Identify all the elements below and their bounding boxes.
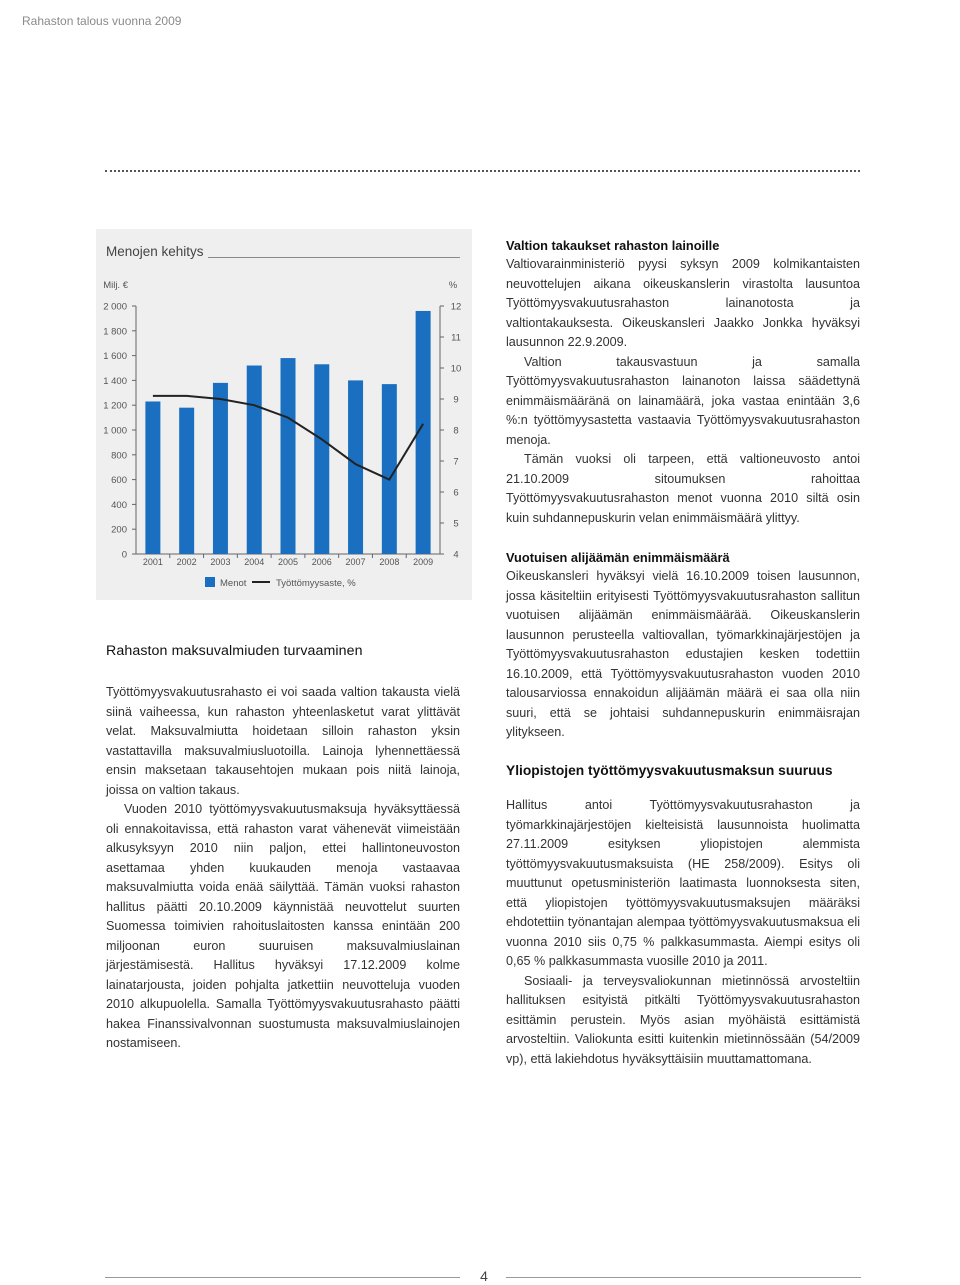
x-tick-label: 2007: [345, 557, 366, 567]
y-right-tick-label: 9: [453, 394, 459, 406]
legend-label-tyottomyysaste: Työttömyysaste, %: [276, 578, 356, 589]
y-right-unit-label: %: [448, 280, 458, 291]
y-right-tick-label: 11: [451, 332, 461, 344]
section-heading-deficit: Vuotuisen alijäämän enimmäismäärä: [506, 550, 730, 565]
header-divider: [105, 170, 860, 172]
x-tick-label: 2004: [244, 557, 265, 567]
y-right-tick-label: 8: [453, 425, 459, 437]
x-tick-label: 2006: [311, 557, 332, 567]
y-right-tick-label: 10: [450, 363, 462, 375]
legend-swatch-menot: [205, 577, 215, 587]
section-heading-universities: Yliopistojen työttömyysvakuutusmaksun suuruus: [506, 762, 833, 778]
x-tick-label: 2005: [277, 557, 299, 567]
y-left-tick-label: 1 200: [103, 400, 127, 412]
y-left-tick-label: 600: [111, 475, 127, 487]
running-header: Rahaston talous vuonna 2009: [22, 14, 182, 28]
right-s1-paragraph-2: Valtion takausvastuun ja samalla Työttömyysvakuutusrahaston lainanoton laissa säädettynä enimmäismääränä on lainamäärä, joka vastaa enintään 3,6 %:n työttömyysastetta vastaavia Työttömyysvakuutusrahaston menoja.: [506, 354, 860, 447]
y-right-tick-label: 6: [453, 487, 459, 499]
y-right-tick-label: 12: [450, 301, 462, 313]
section-heading-guarantees: Valtion takaukset rahaston lainoille: [506, 238, 720, 253]
x-tick-label: 2009: [413, 557, 434, 567]
y-left-tick-label: 400: [111, 499, 127, 511]
left-paragraph-2: Vuoden 2010 työttömyysvakuutusmaksuja hyväksyttäessä oli ennakoitavissa, että rahaston varat vähenevät viimeistään alkusyksyyn 2010 niin paljon, ettei hallintoneuvoston asettamaa yhden kuukauden menoja vastaavaa maksuvalmiutta voida enää säilyttää. Tämän vuoksi rahaston hallitus päätti 20.10.2009 käynnistää neuvottelut suurten Suomessa toimivien rahoituslaitosten kanssa enintään 200 miljoonan euron suuruisen maksuvalmiuslainan järjestämisestä. Hallitus hyväksyi 17.12.2009 kolme lainatarjousta, joiden pohjalta jatkettiin neuvotteluja vuoden 2010 alkupuolella. Samalla Työttömyysvakuutusrahasto päätti hakea Finanssivalvonnan suostumusta maksuvalmiuslainojen nostamiseen.: [106, 802, 460, 1050]
right-s1-paragraph-3: Tämän vuoksi oli tarpeen, että valtioneuvosto antoi 21.10.2009 sitoumuksen rahoittaa Työttömyysvakuutusrahaston menot vuonna 2010 siltä osin kuin suhdannepuskurin velan enimmäismäärä ylittyy.: [506, 452, 860, 525]
legend-label-menot: Menot: [220, 578, 247, 589]
section-heading-liquidity: Rahaston maksuvalmiuden turvaaminen: [106, 643, 363, 659]
chart-title: Menojen kehitys: [106, 244, 204, 259]
bar-menot-2001: [145, 401, 160, 554]
page-number: 4: [480, 1268, 488, 1284]
y-right-tick-label: 7: [453, 456, 459, 468]
y-left-tick-label: 1 800: [103, 326, 127, 338]
x-tick-label: 2008: [379, 557, 400, 567]
y-right-tick-label: 5: [453, 518, 459, 530]
x-tick-label: 2001: [142, 557, 163, 567]
x-tick-label: 2002: [176, 557, 197, 567]
chart-svg: [96, 229, 472, 600]
y-left-tick-label: 200: [111, 524, 127, 536]
y-left-tick-label: 1 000: [103, 425, 127, 437]
y-left-tick-label: 1 400: [103, 375, 127, 387]
footer-rule-left: [105, 1277, 460, 1278]
right-s1-paragraph-1: Valtiovarainministeriö pyysi syksyn 2009 kolmikantaisten neuvottelujen aikana oikeuskanslerin virastolta lausuntoa Työttömyysvakuutusrahaston lainanotosta ja valtiontakauksesta. Oikeuskansleri Jaakko Jonkka hyväksyi lausunnon 22.9.2009.: [506, 257, 860, 349]
y-left-tick-label: 0: [121, 549, 127, 561]
y-right-tick-label: 4: [453, 549, 459, 561]
footer-rule-right: [506, 1277, 861, 1278]
y-left-unit-label: Milj. €: [103, 280, 128, 291]
left-paragraph-1: Työttömyysvakuutusrahasto ei voi saada valtion takausta vielä siinä vaiheessa, kun rahaston yhteenlasketut varat ylittävät velat. Maksuvalmiutta hoidetaan silloin rahaston yksin vastattavilla maksuvalmiusluotoilla. Lainoja lyhennettäessä ensin maksetaan takausehtojen mukaan pois niitä lainoja, joissa on valtion takaus.: [106, 685, 460, 797]
chart-figure: [96, 229, 472, 600]
bar-menot-2006: [314, 364, 329, 554]
y-left-tick-label: 1 600: [103, 351, 127, 363]
y-left-tick-label: 800: [111, 450, 127, 462]
left-column: [106, 642, 460, 1054]
right-column: [506, 236, 860, 1069]
bar-menot-2005: [281, 358, 296, 554]
y-left-tick-label: 2 000: [103, 301, 127, 313]
right-s3-paragraph-1: Hallitus antoi Työttömyysvakuutusrahaston ja työmarkkinajärjestöjen kielteisistä lausunnoista huolimatta 27.11.2009 esityksen yliopistojen alemmista työttömyysvakuutusmaksuista (HE 258/2009). Esitys oli muuttunut opetusministeriön laatimasta luonnoksesta siten, että yliopistojen työttömyysvakuutusmaksujen määräksi ehdotettiin työnantajan alempaa työttömyysvakuutusmaksua eli vuonna 2010 siis 0,75 % palkkasummasta. Aiempi esitys oli 0,65 % palkkasummasta vuosille 2010 ja 2011.: [506, 798, 860, 968]
x-tick-label: 2003: [210, 557, 231, 567]
bar-menot-2003: [213, 383, 228, 554]
bar-menot-2004: [247, 366, 262, 554]
right-s3-paragraph-2: Sosiaali- ja terveysvaliokunnan mietinnössä arvosteltiin hallituksen esityistä pitkälti Työttömyysvakuutusrahaston esittämin perustein. Myös asian myöhäistä esittämistä arvosteltiin. Valiokunta esitti kuitenkin mietinnössään (54/2009 vp), että lakiehdotus hyväksyttäisiin muuttamattomana.: [506, 973, 860, 1066]
right-s2-paragraph-1: Oikeuskansleri hyväksyi vielä 16.10.2009 toisen lausunnon, jossa käsiteltiin erityisesti Työttömyysvakuutusrahaston sallitun vuotuisen alijäämän enimmäismäärää. Oikeuskanslerin lausunnon perusteella valtiovallan, työmarkkinajärjestöjen ja Työttömyysvakuutusrahaston edustajien kesken todettiin 16.10.2009, että Työttömyysvakuutusrahaston vuoden 2010 talousarviossa ennakoidun alijäämän määrä ei saa olla niin suuri, että se johtaisi suhdannepuskurin enimmäisrajan ylitykseen.: [506, 569, 860, 739]
bar-menot-2002: [179, 408, 194, 554]
